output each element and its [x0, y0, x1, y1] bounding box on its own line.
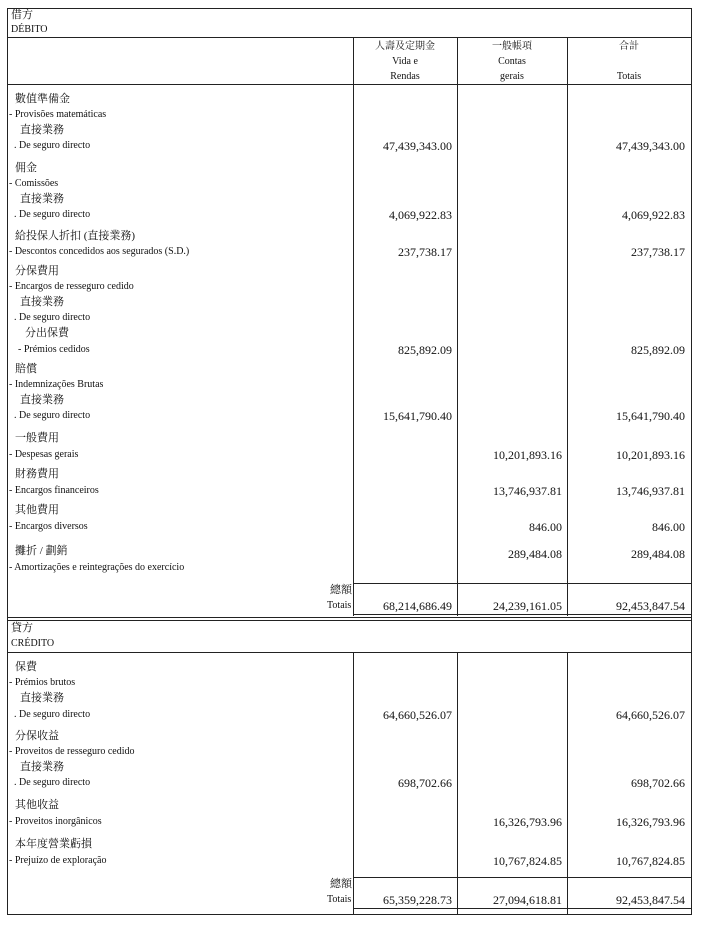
debit-title-zh: 借方: [11, 9, 33, 21]
row-label-zh: 攤折 / 劃銷: [15, 545, 68, 557]
row-label-pt: . De seguro directo: [14, 140, 91, 151]
total-underline: [353, 614, 692, 615]
col-divider: [353, 652, 354, 915]
total-overall: 92,453,847.54: [616, 599, 685, 613]
value-life: 47,439,343.00: [383, 139, 452, 153]
total-label-pt: Totais: [327, 600, 352, 611]
row-label-pt: . De seguro directo: [14, 410, 91, 421]
col-header-life-zh: 人壽及定期金: [375, 41, 435, 52]
credit-title-pt: CRÉDITO: [11, 638, 55, 649]
row-label-zh: 其他費用: [15, 504, 59, 516]
value-general: 846.00: [529, 520, 562, 534]
credit-title-rule: [7, 652, 692, 653]
value-general: 16,326,793.96: [493, 815, 562, 829]
value-life: 4,069,922.83: [389, 208, 452, 222]
total-life: 65,359,228.73: [383, 893, 452, 907]
col-header-total-zh: 合計: [619, 41, 639, 52]
row-label-zh: 分保收益: [15, 730, 59, 742]
section-divider: [7, 620, 692, 621]
value-total: 846.00: [652, 520, 685, 534]
value-total: 13,746,937.81: [616, 484, 685, 498]
col-divider: [567, 652, 568, 915]
row-label-pt: - Proveitos inorgânicos: [9, 816, 102, 827]
debit-title-rule: [7, 37, 692, 38]
total-general: 24,239,161.05: [493, 599, 562, 613]
row-label-zh: 直接業務: [20, 692, 64, 704]
total-overall: 92,453,847.54: [616, 893, 685, 907]
value-life: 64,660,526.07: [383, 708, 452, 722]
value-total: 15,641,790.40: [616, 409, 685, 423]
value-total: 289,484.08: [631, 547, 685, 561]
row-label-zh: 數值準備金: [15, 93, 70, 105]
document-frame: [7, 8, 692, 915]
total-label-pt: Totais: [327, 894, 352, 905]
row-label-pt: . De seguro directo: [14, 312, 91, 323]
row-label-zh: 直接業務: [20, 296, 64, 308]
row-label-zh: 給投保人折扣 (直接業務): [15, 230, 136, 242]
col-header-life-pt1: Vida e: [392, 56, 418, 67]
total-rule: [353, 877, 692, 878]
debit-title-pt: DÉBITO: [11, 24, 48, 35]
row-label-pt: - Provisões matemáticas: [9, 109, 107, 120]
row-label-zh: 財務費用: [15, 468, 59, 480]
value-life: 237,738.17: [398, 245, 452, 259]
col-divider: [457, 37, 458, 616]
row-label-zh: 分保費用: [15, 265, 59, 277]
row-label-pt: - Amortizações e reintegrações do exercício: [9, 562, 185, 573]
row-label-zh: 其他收益: [15, 799, 59, 811]
row-label-pt: - Comissões: [9, 178, 59, 189]
section-divider: [7, 617, 692, 618]
row-label-pt: - Descontos concedidos aos segurados (S.D.): [9, 246, 190, 257]
header-rule: [7, 84, 692, 85]
value-general: 13,746,937.81: [493, 484, 562, 498]
row-label-zh: 直接業務: [20, 394, 64, 406]
row-label-zh: 直接業務: [20, 761, 64, 773]
row-label-pt: - Despesas gerais: [9, 449, 79, 460]
row-label-pt: . De seguro directo: [14, 709, 91, 720]
value-general: 10,201,893.16: [493, 448, 562, 462]
total-underline: [353, 908, 692, 909]
col-header-general-zh: 一般帳項: [492, 41, 532, 52]
row-label-pt: - Prejuízo de exploração: [9, 855, 107, 866]
value-total: 237,738.17: [631, 245, 685, 259]
value-total: 698,702.66: [631, 776, 685, 790]
col-header-general-pt2: gerais: [500, 71, 524, 82]
col-divider: [457, 652, 458, 915]
value-total: 47,439,343.00: [616, 139, 685, 153]
value-total: 64,660,526.07: [616, 708, 685, 722]
col-header-total-pt2: Totais: [616, 71, 642, 82]
row-label-pt: . De seguro directo: [14, 777, 91, 788]
col-divider: [353, 37, 354, 616]
row-label-zh: 直接業務: [20, 124, 64, 136]
value-general: 10,767,824.85: [493, 854, 562, 868]
row-label-pt: - Encargos de resseguro cedido: [9, 281, 134, 292]
value-total: 16,326,793.96: [616, 815, 685, 829]
col-header-life-pt2: Rendas: [390, 71, 420, 82]
value-total: 10,767,824.85: [616, 854, 685, 868]
row-label-pt: - Indemnizações Brutas: [9, 379, 104, 390]
row-label-zh: 本年度營業虧損: [15, 838, 92, 850]
row-label-pt: - Proveitos de resseguro cedido: [9, 746, 135, 757]
row-label-pt: . De seguro directo: [14, 209, 91, 220]
row-label-zh: 一般費用: [15, 432, 59, 444]
row-label-pt: - Prémios brutos: [9, 677, 76, 688]
row-label-zh: 賠償: [15, 363, 37, 375]
row-label-pt: - Encargos financeiros: [9, 485, 99, 496]
row-label-pt: - Prémios cedidos: [18, 344, 90, 355]
row-label-zh: 保費: [15, 661, 37, 673]
row-label-zh: 分出保費: [25, 327, 69, 339]
total-label-zh: 總額: [330, 584, 352, 596]
value-life: 698,702.66: [398, 776, 452, 790]
value-general: 289,484.08: [508, 547, 562, 561]
total-general: 27,094,618.81: [493, 893, 562, 907]
total-rule: [353, 583, 692, 584]
credit-title-zh: 貸方: [11, 622, 33, 634]
col-divider: [567, 37, 568, 616]
row-label-pt: - Encargos diversos: [9, 521, 88, 532]
value-life: 825,892.09: [398, 343, 452, 357]
value-life: 15,641,790.40: [383, 409, 452, 423]
row-label-zh: 直接業務: [20, 193, 64, 205]
value-total: 4,069,922.83: [622, 208, 685, 222]
total-label-zh: 總額: [330, 878, 352, 890]
col-header-general-pt1: Contas: [498, 56, 526, 67]
value-total: 10,201,893.16: [616, 448, 685, 462]
value-total: 825,892.09: [631, 343, 685, 357]
row-label-zh: 佣金: [15, 162, 37, 174]
total-life: 68,214,686.49: [383, 599, 452, 613]
